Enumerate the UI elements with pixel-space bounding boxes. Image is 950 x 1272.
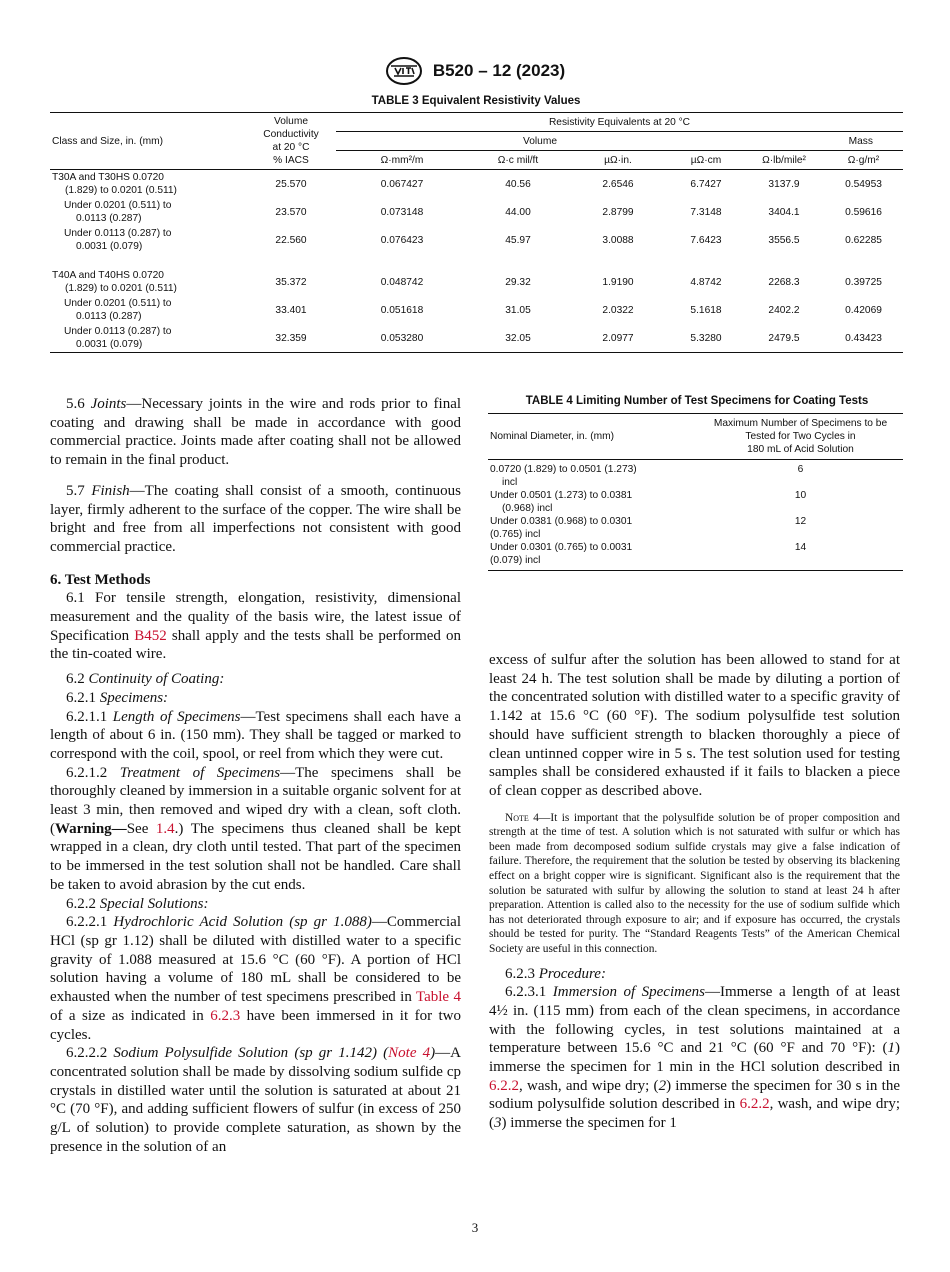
ref-link-1-4[interactable]: 1.4 [155,820,175,837]
table3-title: TABLE 3 Equivalent Resistivity Values [371,95,581,107]
section-6-2-1: 6.2.1 Specimens: [66,689,169,706]
right-column [489,651,900,1133]
section-6-2-1-2: 6.2.1.2 Treatment of Specimens—The specimens shall be thoroughly cleaned by immersion in a suitable organic solvent for at least 3 min, then removed and wiped dry with a clean, soft cloth. (Warning—See 1.4.) The specimens thus cleaned shall be kept wrapped in a clean, dry cloth until tested. That part of the specimen to be immersed in the test solution shall not be handled. Care shall be taken to avoid abrasion by the cut ends. [50,764,461,893]
section-6-2-1-1: 6.2.1.1 Length of Specimens—Test specimens shall each have a length of about 6 in. (150 mm). They shall be tagged or marked to correspond with the coil, spool, or reel from which they were cut. [50,708,462,762]
table-row: Under 0.0113 (0.287) to 0.0031 (0.079) 22.560 0.076423 45.97 3.0088 7.6423 3556.5 0.62285 [64,228,882,252]
page-number: 3 [471,1220,479,1235]
ref-link-note-4[interactable]: Note 4 [388,1045,431,1062]
document-title: B520 – 12 (2023) [432,61,566,80]
table3-header-class: Class and Size, in. (mm) [50,113,246,170]
section-5-6: 5.6 Joints—Necessary joints in the wire and rods prior to final coating and drawing shall be made in accordance with good commercial practice. Joints made after coating shall not be allowed to remain in the final product. [50,396,462,469]
continuation-paragraph: excess of sulfur after the solution has been allowed to stand for at least 24 h. The test solution shall be made by diluting a portion of the concentrated solution with distilled water to a specific gravity of 1.142 at 15.6 °C (60 °F). The sodium polysulfide test solution should have sufficient strength to blacken thoroughly a piece of clean untinned copper wire in 5 s. The test solution used for testing samples shall be considered exhausted if it fails to blacken a piece of clean copper as described above. [489,652,900,799]
section-6-heading: 6. Test Methods [50,571,151,588]
astm-logo-icon [385,56,423,86]
section-6-2: 6.2 Continuity of Coating: [66,671,225,688]
table4 [488,413,903,571]
table4-title: TABLE 4 Limiting Number of Test Specimens for Coating Tests [525,395,869,407]
table3-header-volume: Volume [336,132,744,151]
ref-link-6-2-2[interactable]: 6.2.2 [739,1096,770,1113]
ref-link-6-2-2[interactable]: 6.2.2 [489,1077,519,1094]
note-4: Note 4—It is important that the polysulfide solution be of proper composition and strength at the time of test. A solution which is not saturated with sulfur or which has been made from decomposed sodium sulfide crystals may give a false indication of failure. Therefore, the requirement that the solution be tested by observing its blackening effect on a bright copper wire is significant. Significant also is the requirement that the solution be saturated with sulfur by allowing the solution to stand at least 24 h after preparation. Attention is called also to the necessity for the use of sodium sulfide which has not deteriorated through exposure to air; and if exposure has occurred, the crystals should be tested for purity. The “Standard Reagents Tests” of the American Chemical Society are useful in this connection. [489,811,901,955]
unit-header: µΩ·in. [568,151,668,170]
section-6-1: 6.1 For tensile strength, elongation, resistivity, dimensional measurement and the quality of the basis wire, the latest issue of Specification B452 shall apply and the tests shall be performed on the tin-coated wire. [50,590,461,663]
ref-link-table-4[interactable]: Table 4 [415,989,461,1006]
unit-header: Ω·lb/mile² [744,151,824,170]
table-row: T40A and T40HS 0.0720 (1.829) to 0.0201 (0.511) 35.372 0.048742 29.32 1.9190 4.8742 2268.3 0.39725 [52,270,882,294]
table3 [50,112,903,353]
table-row: Under 0.0301 (0.765) to 0.0031 (0.079) incl 14 [488,541,903,571]
table-row: T30A and T30HS 0.0720 (1.829) to 0.0201 (0.511) 25.570 0.067427 40.56 2.6546 6.7427 3137.9 0.54953 [52,172,882,196]
unit-header: Ω·mm²/m [336,151,468,170]
page-header [0,56,950,86]
table-row: 0.0720 (1.829) to 0.0501 (1.273) incl 6 [490,464,804,488]
table4-header-max: Maximum Number of Specimens to be Tested for Two Cycles in 180 mL of Acid Solution [713,418,888,455]
ref-link-6-2-3[interactable]: 6.2.3 [210,1007,241,1024]
section-5-7: 5.7 Finish—The coating shall consist of a smooth, continuous layer, firmly adherent to the surface of the copper. The wire shall be bright and free from all imperfections not consistent with good commercial practice. [50,482,462,555]
unit-header: Ω·g/m² [824,151,903,170]
table3-header-resistivity: Resistivity Equivalents at 20 °C [336,113,903,132]
left-column [50,395,461,1156]
ref-link-b452[interactable]: B452 [134,627,167,644]
section-6-2-2: 6.2.2 Special Solutions: [66,895,209,912]
table-row: Under 0.0201 (0.511) to 0.0113 (0.287) 23.570 0.073148 44.00 2.8799 7.3148 3404.1 0.59616 [64,200,882,224]
table-row: Under 0.0381 (0.968) to 0.0301 (0.765) incl 12 [490,516,807,540]
table3-header-mass: Mass [744,132,903,151]
table-row: Under 0.0501 (1.273) to 0.0381 (0.968) incl 10 [490,490,807,514]
unit-header: Ω·c mil/ft [468,151,568,170]
table-row: Under 0.0113 (0.287) to 0.0031 (0.079) 32.359 0.053280 32.05 2.0977 5.3280 2479.5 0.43423 [50,324,903,353]
section-6-2-3-1: 6.2.3.1 Immersion of Specimens—Immerse a length of at least 4½ in. (115 mm) from each of the clean specimens, in accordance with the following cycles, in test solutions maintained at a temperature between 15.6 °C and 21 °C (60 °F and 70 °F): (1) immerse the specimen for 1 min in the HCl solution described in 6.2.2, wash, and wipe dry; (2) immerse the specimen for 30 s in the sodium polysulfide solution described in 6.2.2, wash, and wipe dry; (3) immerse the specimen for 1 [489,984,901,1132]
unit-header: µΩ·cm [668,151,744,170]
table3-header-conductivity: Volume Conductivity at 20 °C % IACS [246,113,336,170]
section-6-2-2-1: 6.2.2.1 Hydrochloric Acid Solution (sp gr 1.088)—Commercial HCl (sp gr 1.12) shall be diluted with distilled water to a specific gravity of 1.088 measured at 15.6 °C (60 °F). A portion of HCl solution having a volume of 180 mL shall be considered to be exhausted when the number of test specimens prescribed in Table 4 of a size as indicated in 6.2.3 have been immersed in it for two cycles. [50,914,461,1043]
table4-header-diameter: Nominal Diameter, in. (mm) [490,431,614,442]
table-row: Under 0.0201 (0.511) to 0.0113 (0.287) 33.401 0.051618 31.05 2.0322 5.1618 2402.2 0.42069 [64,298,882,322]
section-6-2-3: 6.2.3 Procedure: [505,965,606,982]
section-6-2-2-2: 6.2.2.2 Sodium Polysulfide Solution (sp gr 1.142) (Note 4)—A concentrated solution shall be made by dissolving sodium sulfide cp crystals in distilled water until the solution is saturated at about 21 °C (70 °F), and adding sufficient flowers of sulfur (in excess of 250 g/L of solution) to provide complete saturation, as shown by the presence in the solution of an [50,1045,461,1155]
